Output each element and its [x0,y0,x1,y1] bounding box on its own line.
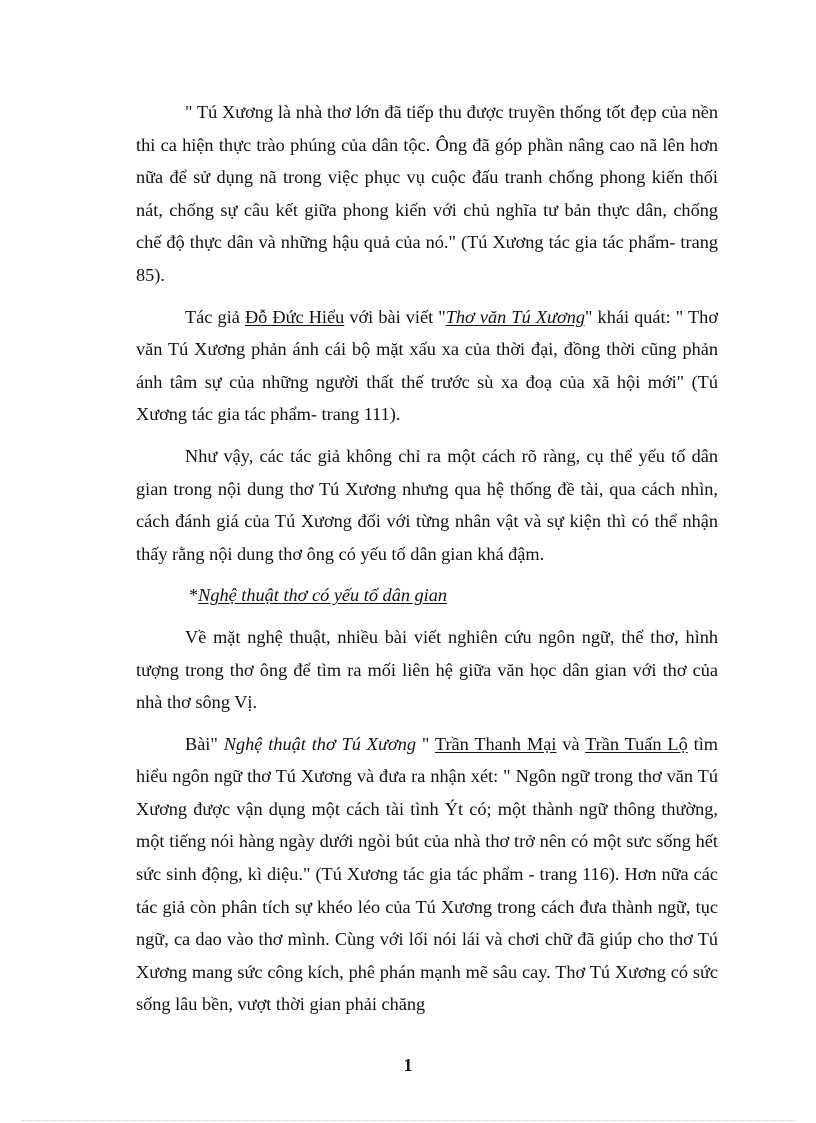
heading-star: * [189,585,199,606]
paragraph-2-connector: với bài viết " [344,306,446,327]
work-title-nghe-thuat-tho: Nghệ thuật thơ Tú Xương [223,733,416,754]
section-heading [136,579,718,612]
paragraph-2-text: " khái quát: " Thơ văn Tú Xương phản ánh cái bộ mặt xấu xa của thời đại, đồng thời cũng phản ánh tâm sự của những người thất thế trước sù xa đoạ của xã hội mới" (Tú Xương tác gia tác phẩm- trang 111). [136,306,718,425]
heading-link-nghe-thuat[interactable]: Nghệ thuật thơ có yếu tố dân gian [198,585,448,606]
paragraph-1-text: " Tú Xương là nhà thơ lớn đã tiếp thu được truyền thống tốt đẹp của nền thi ca hiện thực trào phúng của dân tộc. Ông đã góp phần nâng cao nã lên hơn nữa để sử dụng nã trong việc phục vụ cuộc đấu tranh chống phong kiến thối nát, chống sự câu kết giữa phong kiến với chủ nghĩa tư bản thực dân, chống chế độ thực dân và những hậu quả của nó." (Tú Xương tác gia tác phẩm- trang 85). [136,102,718,285]
paragraph-3-text: Như vậy, các tác giả không chỉ ra một cách rõ ràng, cụ thể yếu tố dân gian trong nội dung thơ Tú Xương nhưng qua hệ thống đề tài, qua cách nhìn, cách đánh giá của Tú Xương đối với từng nhân vật và sự kiện thì có thể nhận thấy rằng nội dung thơ ông có yếu tố dân gian khá đậm. [136,445,718,564]
paragraph-3 [136,440,718,570]
paragraph-2-intro: Tác giả [185,306,245,327]
paragraph-5 [136,728,718,1021]
page-bottom-border [22,1120,794,1121]
paragraph-4-text: Về mặt nghệ thuật, nhiều bài viết nghiên cứu ngôn ngữ, thể thơ, hình tượng trong thơ ông để tìm ra mối liên hệ giữa văn học dân gian với thơ của nhà thơ sông Vị. [136,626,718,713]
work-title-tho-van-tu-xuong[interactable]: Thơ văn Tú Xương [445,306,585,327]
paragraph-5-quote: " [415,733,435,754]
document-body [136,96,718,1030]
author-link-tran-thanh-mai[interactable]: Trần Thanh Mại [434,733,557,754]
paragraph-5-and: và [556,733,586,754]
paragraph-2 [136,301,718,431]
paragraph-4 [136,621,718,719]
paragraph-5-intro: Bài" [185,733,224,754]
paragraph-5-text: tìm hiểu ngôn ngữ thơ Tú Xương và đưa ra nhận xét: " Ngôn ngữ trong thơ văn Tú Xương được vận dụng một cách tài tình Ýt có; một thành ngữ thông thường, một tiếng nói hàng ngày dưới ngòi bút của nhà thơ trở nên có một sưc sống hết sức sinh động, kì diệu." (Tú Xương tác gia tác phẩm - trang 116). Hơn nữa các tác giả còn phân tích sự khéo léo của Tú Xương trong cách đưa thành ngữ, tục ngữ, ca dao vào thơ mình. Cùng với lối nói lái và chơi chữ đã giúp cho thơ Tú Xương mang sức công kích, phê phán mạnh mẽ sâu cay. Thơ Tú Xương có sức sống lâu bền, vượt thời gian phải chăng [136,733,718,1015]
page-number: 1 [403,1055,413,1075]
author-link-tran-tuan-lo[interactable]: Trần Tuấn Lộ [585,733,688,754]
paragraph-1 [136,96,718,292]
author-link-do-duc-hieu[interactable]: Đỗ Đức Hiểu [244,306,345,327]
